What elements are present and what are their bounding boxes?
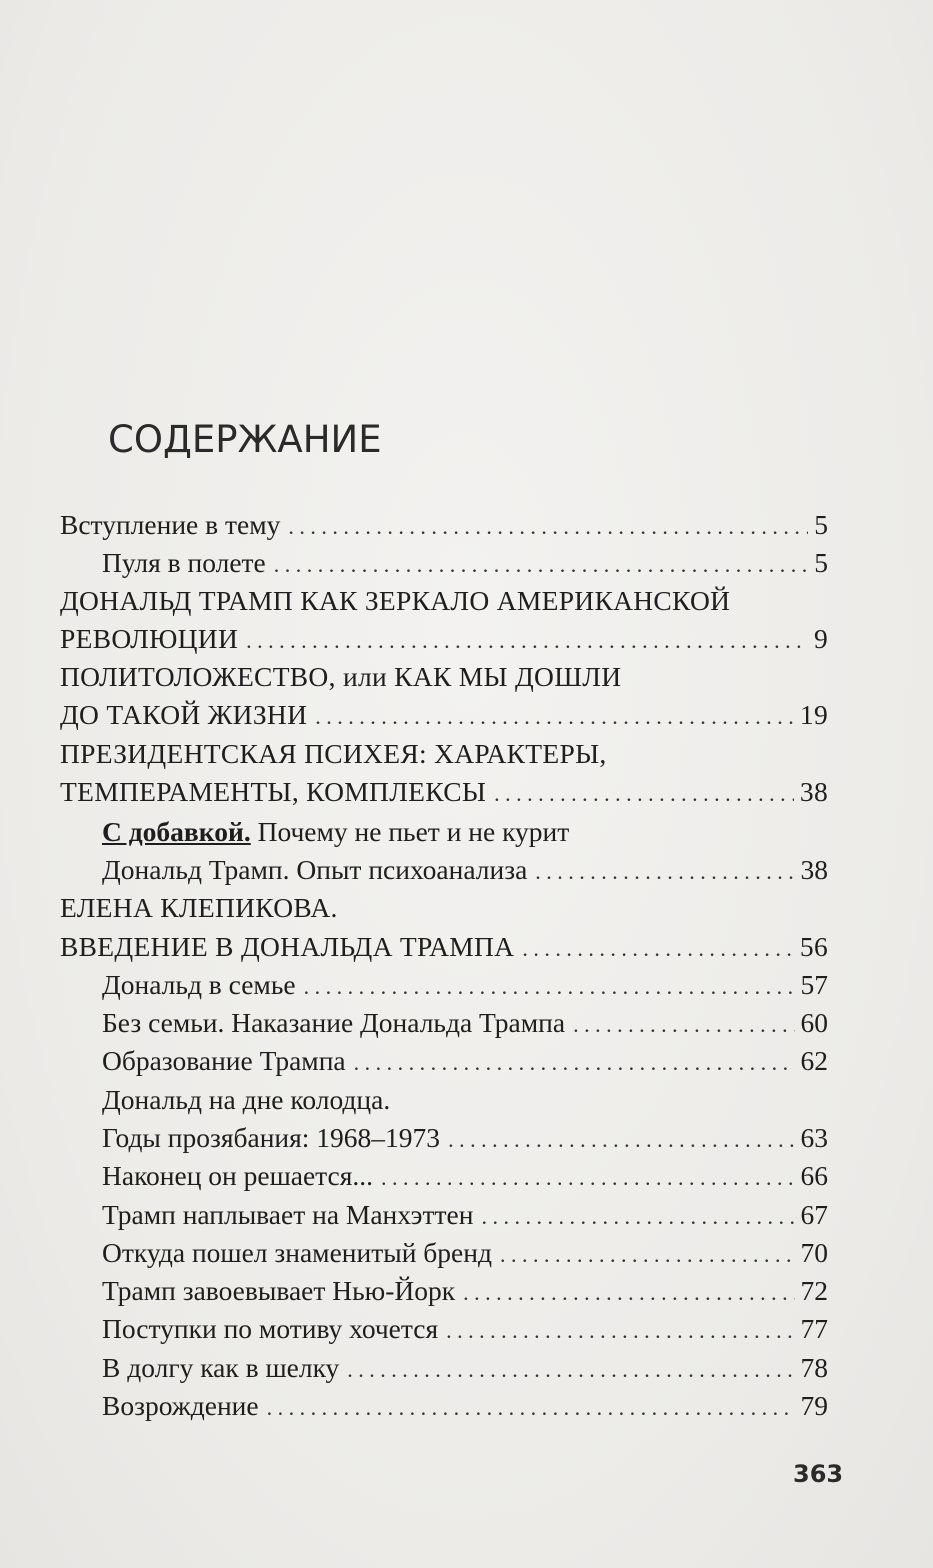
toc-entry-title: ДОНАЛЬД ТРАМП КАК ЗЕРКАЛО АМЕРИКАНСКОЙ	[60, 585, 731, 616]
toc-entry	[102, 1388, 828, 1426]
toc-entry-title: Поступки по мотиву хочется	[102, 1313, 439, 1344]
toc-entry-title: Без семьи. Наказание Дональда Трампа	[102, 1007, 566, 1038]
toc-entry-page: 77	[800, 1313, 828, 1344]
toc-entry-page: 38	[799, 776, 828, 807]
toc-entry-title: ДО ТАКОЙ ЖИЗНИ	[60, 699, 308, 730]
toc-entry-title: ТЕМПЕРАМЕНТЫ, КОМПЛЕКСЫ	[60, 776, 487, 807]
toc-entry	[102, 967, 828, 1005]
leader-dots	[494, 776, 794, 812]
toc-entry-page: 56	[799, 931, 828, 962]
toc-entry-page: 19	[799, 699, 828, 730]
leader-dots	[354, 1045, 795, 1081]
toc-entry	[60, 774, 828, 812]
toc-entry	[102, 545, 828, 583]
toc-entry	[102, 1197, 828, 1235]
toc-entry	[60, 659, 828, 697]
toc-entry-page: 38	[800, 854, 828, 885]
toc-entry-title-rest: Почему не пьет и не курит	[250, 816, 570, 847]
leader-dots	[522, 931, 794, 967]
toc-entry-title: Дональд в семье	[102, 969, 296, 1000]
toc-entry-page: 78	[800, 1352, 828, 1383]
toc-entry-title: Наконец он решается...	[102, 1160, 374, 1191]
toc-entry	[102, 1158, 828, 1196]
toc-entry	[60, 929, 828, 967]
toc-entry	[60, 621, 828, 659]
toc-entry-title: ПРЕЗИДЕНТСКАЯ ПСИХЕЯ: ХАРАКТЕРЫ,	[60, 738, 607, 769]
toc-entry	[102, 1235, 828, 1273]
toc-entry	[60, 736, 828, 774]
toc-entry-title: Дональд на дне колодца.	[102, 1084, 391, 1115]
toc-entry-title: ВВЕДЕНИЕ В ДОНАЛЬДА ТРАМПА	[60, 931, 515, 962]
leader-dots	[446, 1313, 794, 1349]
leader-dots	[274, 547, 808, 583]
toc-entry-title: Откуда пошел знаменитый бренд	[102, 1237, 492, 1268]
toc-entry	[60, 890, 828, 928]
toc-entry-title: Трамп завоевывает Нью-Йорк	[102, 1275, 456, 1306]
toc-entry-title: Вступление в тему	[60, 509, 281, 540]
leader-dots	[288, 509, 808, 545]
toc-entry-title: ЕЛЕНА КЛЕПИКОВА.	[60, 892, 338, 923]
toc-entry-page: 5	[814, 509, 828, 540]
leader-dots	[573, 1007, 794, 1043]
leader-dots	[381, 1160, 794, 1196]
leader-dots	[463, 1275, 794, 1311]
toc-entry	[102, 1273, 828, 1311]
leader-dots	[347, 1352, 794, 1388]
leader-dots	[448, 1122, 794, 1158]
toc-entry-title: Дональд Трамп. Опыт психоанализа	[102, 854, 528, 885]
page-title: СОДЕРЖАНИЕ	[108, 418, 382, 461]
leader-dots	[500, 1237, 795, 1273]
toc-entry	[102, 1311, 828, 1349]
toc-entry	[60, 583, 828, 621]
leader-dots	[267, 1390, 795, 1426]
toc-entry-title: Годы прозябания: 1968–1973	[102, 1122, 441, 1153]
page-number: 363	[793, 1460, 844, 1488]
toc-entry	[102, 1043, 828, 1081]
toc-entry-page: 60	[800, 1007, 828, 1038]
toc-entry-page: 67	[800, 1199, 828, 1230]
toc-entry	[102, 1350, 828, 1388]
toc-entry-title	[102, 814, 569, 850]
toc-entry-page: 5	[814, 547, 828, 578]
toc-entry	[60, 697, 828, 735]
toc-entry-title: Образование Трампа	[102, 1045, 346, 1076]
leader-dots	[535, 854, 794, 890]
toc-entry-title: Трамп наплывает на Манхэттен	[102, 1199, 474, 1230]
toc-entry-page: 70	[800, 1237, 828, 1268]
toc-entry-title: РЕВОЛЮЦИИ	[60, 623, 239, 654]
toc-entry-page: 72	[800, 1275, 828, 1306]
toc-entry	[102, 1082, 828, 1120]
leader-dots	[246, 623, 808, 659]
toc-entry-page: 63	[800, 1122, 828, 1153]
toc-entry-page: 66	[800, 1160, 828, 1191]
toc-entry-page: 9	[813, 623, 828, 654]
leader-dots	[481, 1199, 794, 1235]
toc-entry	[60, 507, 828, 545]
toc-entry-page: 79	[800, 1390, 828, 1421]
leader-dots	[304, 969, 795, 1005]
toc-entry-page: 57	[800, 969, 828, 1000]
toc-entry-title: Возрождение	[102, 1390, 259, 1421]
toc-entry-title: ПОЛИТОЛОЖЕСТВО, или КАК МЫ ДОШЛИ	[60, 661, 622, 692]
toc-entry-label: С добавкой.	[102, 816, 251, 847]
toc-entry-title: В долгу как в шелку	[102, 1352, 340, 1383]
toc-entry	[102, 1120, 828, 1158]
toc-entry	[102, 852, 828, 890]
toc-entry	[102, 814, 828, 852]
toc-entry-page: 62	[800, 1045, 828, 1076]
leader-dots	[315, 699, 794, 735]
toc-entry	[102, 1005, 828, 1043]
toc-entry-title: Пуля в полете	[102, 547, 266, 578]
